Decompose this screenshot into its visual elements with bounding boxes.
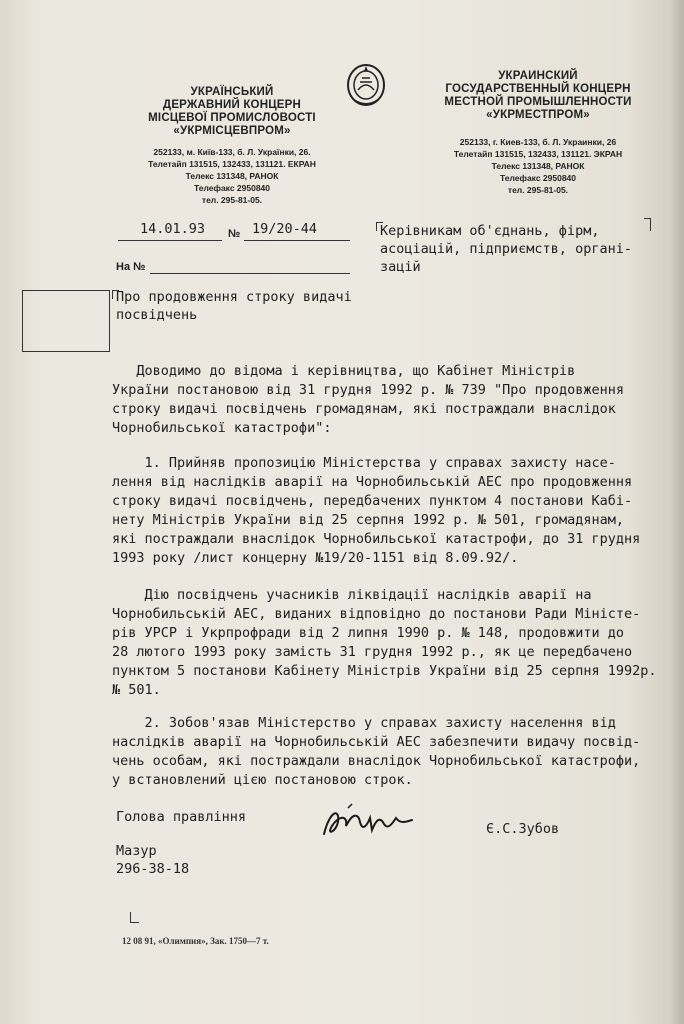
addressee-bracket-right [644,218,651,231]
contact-line: Телетайп 131515, 132433, 131121. ЕКРАН [148,159,316,169]
letterhead-russian [418,70,658,196]
corner-mark [130,912,139,923]
contact-line: Телетайп 131515, 132433, 131121. ЭКРАН [453,149,623,159]
date-underline [118,240,222,241]
registration-stamp-box [22,290,110,352]
contact-line: Телефакс 2950840 [194,183,270,193]
contact-line: 252133, г. Киев-133, б. Л. Украинки, 26 [459,137,617,147]
page-edge [670,0,684,1024]
contact-line: Телефакс 2950840 [500,173,576,183]
letterhead-line: ГОСУДАРСТВЕННЫЙ КОНЦЕРН [445,83,631,95]
document-date: 14.01.93 [140,221,206,237]
letterhead-line: УКРАЇНСЬКИЙ [190,86,274,98]
subject: Про продовження строку видачі посвідчень [116,289,352,323]
reference-label: На № [116,261,146,273]
letterhead-ukrainian-contacts [112,146,352,206]
number-label: № [228,228,241,240]
document-number: 19/20-44 [252,221,318,237]
letterhead-line: УКРАИНСКИЙ [498,70,578,82]
reference-underline [150,273,350,274]
executor-name: Мазур [116,843,157,859]
contact-line: Телекс 131348, РАНОК [185,171,279,181]
letterhead-line: «УКРМІСЦЕВПРОМ» [173,125,291,137]
coat-of-arms-icon [344,60,388,108]
letterhead-line: «УКРМЕСТПРОМ» [486,109,590,121]
letterhead-russian-title [418,70,658,122]
letterhead-line: МЕСТНОЙ ПРОМЫШЛЕННОСТИ [444,96,632,108]
signature-icon [318,800,418,844]
addressee: Керівникам об'єднань, фірм, асоціацій, підприємств, органі- зацій [380,223,632,275]
number-underline [244,240,350,241]
paragraph-item-2: 2. Зобов'язав Міністерство у справах захисту населення від наслідків аварії на Чорнобильській АЕС забезпечити видачу посвід- чень особам, які постраждали внаслідок Чорнобильської катастрофи, у встановлений цією постановою строк. [112,715,641,788]
paragraph-intro: Доводимо до відома і керівництва, що Кабінет Міністрів України постановою від 31 грудня 1992 р. № 739 "Про продовження строку видачі посвідчень громадянам, які постраждали внаслідок Чорнобильської катастрофи": [112,363,625,436]
letterhead-ukrainian [112,86,352,206]
letterhead-russian-contacts [418,136,658,196]
paragraph-item-1: 1. Прийняв пропозицію Міністерства у справах захисту насе- лення від наслідків аварії на Чорнобильській АЕС про продовження строку видачі посвідчень, передбачених пунктом 4 постанови Кабі- нету Міністрів України від 25 серпня 1992 р. № 501, громадянам, які постраждали внаслідок Чорнобильської катастрофи, до 31 грудня 1993 року /лист концерну №19/20-1151 від 8.09.92/. [112,455,641,566]
paragraph-item-1-cont: Дію посвідчень учасників ліквідації наслідків аварії на Чорнобильській АЕС, виданих відповідно до постанови Ради Міністе- рів УРСР і Укрпрофради від 2 липня 1990 р. № 148, продовжити до 28 лютого 1993 року замість 31 грудня 1992 р., як це передбачено пунктом 5 постанови Кабінету Міністрів України від 25 серпня 1992р. № 501. [112,587,657,698]
contact-line: 252133, м. Київ-133, б. Л. Українки, 26. [153,147,311,157]
signatory-name: Є.С.Зубов [486,821,560,837]
letterhead-ukrainian-title [112,86,352,138]
letterhead-line: МІСЦЕВОЇ ПРОМИСЛОВОСТІ [148,112,316,124]
contact-line: тел. 295-81-05. [507,185,569,195]
signatory-position: Голова правління [116,809,247,825]
executor-phone: 296-38-18 [116,861,190,877]
letterhead-line: ДЕРЖАВНИЙ КОНЦЕРН [162,99,302,111]
contact-line: тел. 295-81-05. [201,195,263,205]
print-footer: 12 08 91, «Олимпия», Зак. 1750—7 т. [122,936,269,946]
contact-line: Телекс 131348, РАНОК [491,161,585,171]
